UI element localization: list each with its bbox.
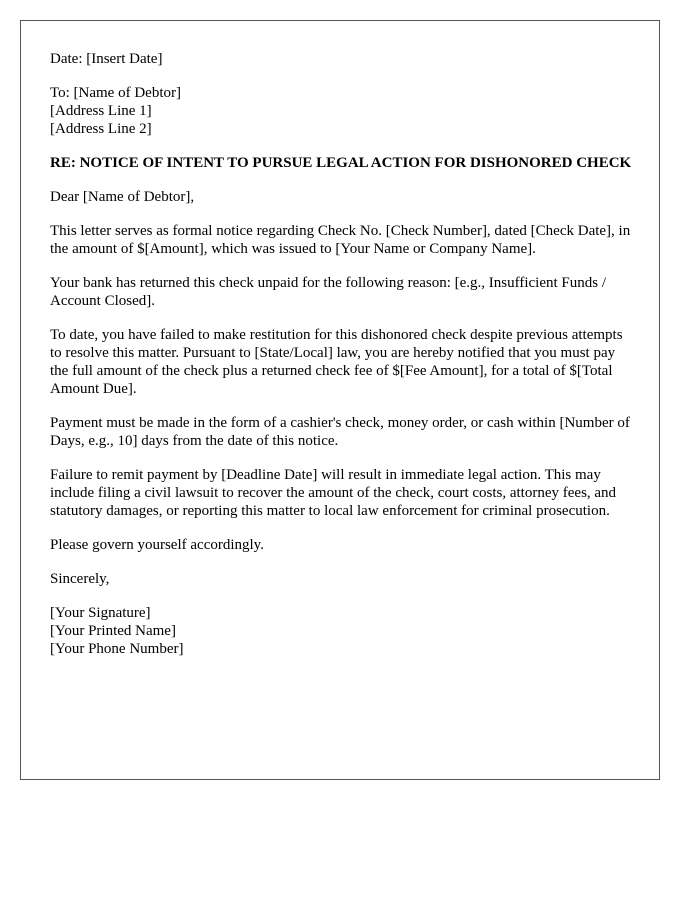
paragraph-legal-action: Failure to remit payment by [Deadline Date] will result in immediate legal action. This may include filing a civil lawsuit to recover the amount of the check, court costs, attorney fees, and statutory damages, or reporting this matter to local law enforcement for criminal prosecution.: [50, 467, 617, 519]
recipient-address-line-2: [Address Line 2]: [50, 121, 152, 137]
paragraph-payment-terms: Payment must be made in the form of a cashier's check, money order, or cash within [Number of Days, e.g., 10] days from the date of this notice.: [50, 415, 630, 449]
signature-block: [50, 604, 636, 658]
paragraph-check-details: This letter serves as formal notice regarding Check No. [Check Number], dated [Check Date], in the amount of $[Amount], which was issued to [Your Name or Company Name].: [50, 223, 631, 257]
letter-page: [20, 20, 660, 780]
recipient-block: [50, 84, 636, 138]
letter-body: [50, 50, 636, 674]
paragraph-restitution: To date, you have failed to make restitution for this dishonored check despite previous attempts to resolve this matter. Pursuant to [State/Local] law, you are hereby notified that you must pay the full amount of the check plus a returned check fee of $[Fee Amount], for a total of $[Total Amount Due].: [50, 327, 623, 397]
closing: Sincerely,: [50, 571, 110, 587]
recipient-name: To: [Name of Debtor]: [50, 85, 181, 101]
paragraph-return-reason: Your bank has returned this check unpaid for the following reason: [e.g., Insufficient Funds / Account Closed].: [50, 275, 607, 309]
closing-remark: Please govern yourself accordingly.: [50, 537, 264, 553]
phone-number: [Your Phone Number]: [50, 641, 184, 657]
recipient-address-line-1: [Address Line 1]: [50, 103, 152, 119]
salutation: Dear [Name of Debtor],: [50, 189, 195, 205]
subject-line: RE: NOTICE OF INTENT TO PURSUE LEGAL ACTION FOR DISHONORED CHECK: [50, 155, 632, 171]
printed-name: [Your Printed Name]: [50, 623, 176, 639]
date-line: Date: [Insert Date]: [50, 51, 163, 67]
signature-placeholder: [Your Signature]: [50, 605, 151, 621]
